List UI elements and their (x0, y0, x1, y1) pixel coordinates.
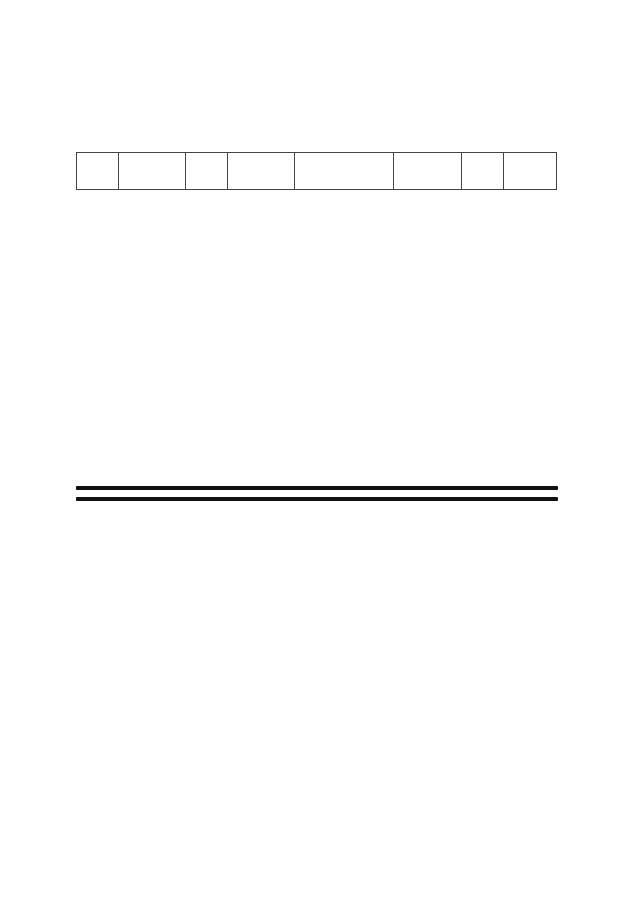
header-name (119, 153, 186, 190)
graduate-table-top (76, 152, 557, 190)
table-header-row (77, 153, 557, 190)
header-address (295, 153, 394, 190)
header-sex (186, 153, 228, 190)
header-remarks (504, 153, 557, 190)
header-cert-no (77, 153, 119, 190)
header-birthdate (228, 153, 295, 190)
header-relation (462, 153, 504, 190)
section-break-line (76, 486, 558, 490)
section-break-line (76, 497, 558, 501)
header-guardian (394, 153, 462, 190)
